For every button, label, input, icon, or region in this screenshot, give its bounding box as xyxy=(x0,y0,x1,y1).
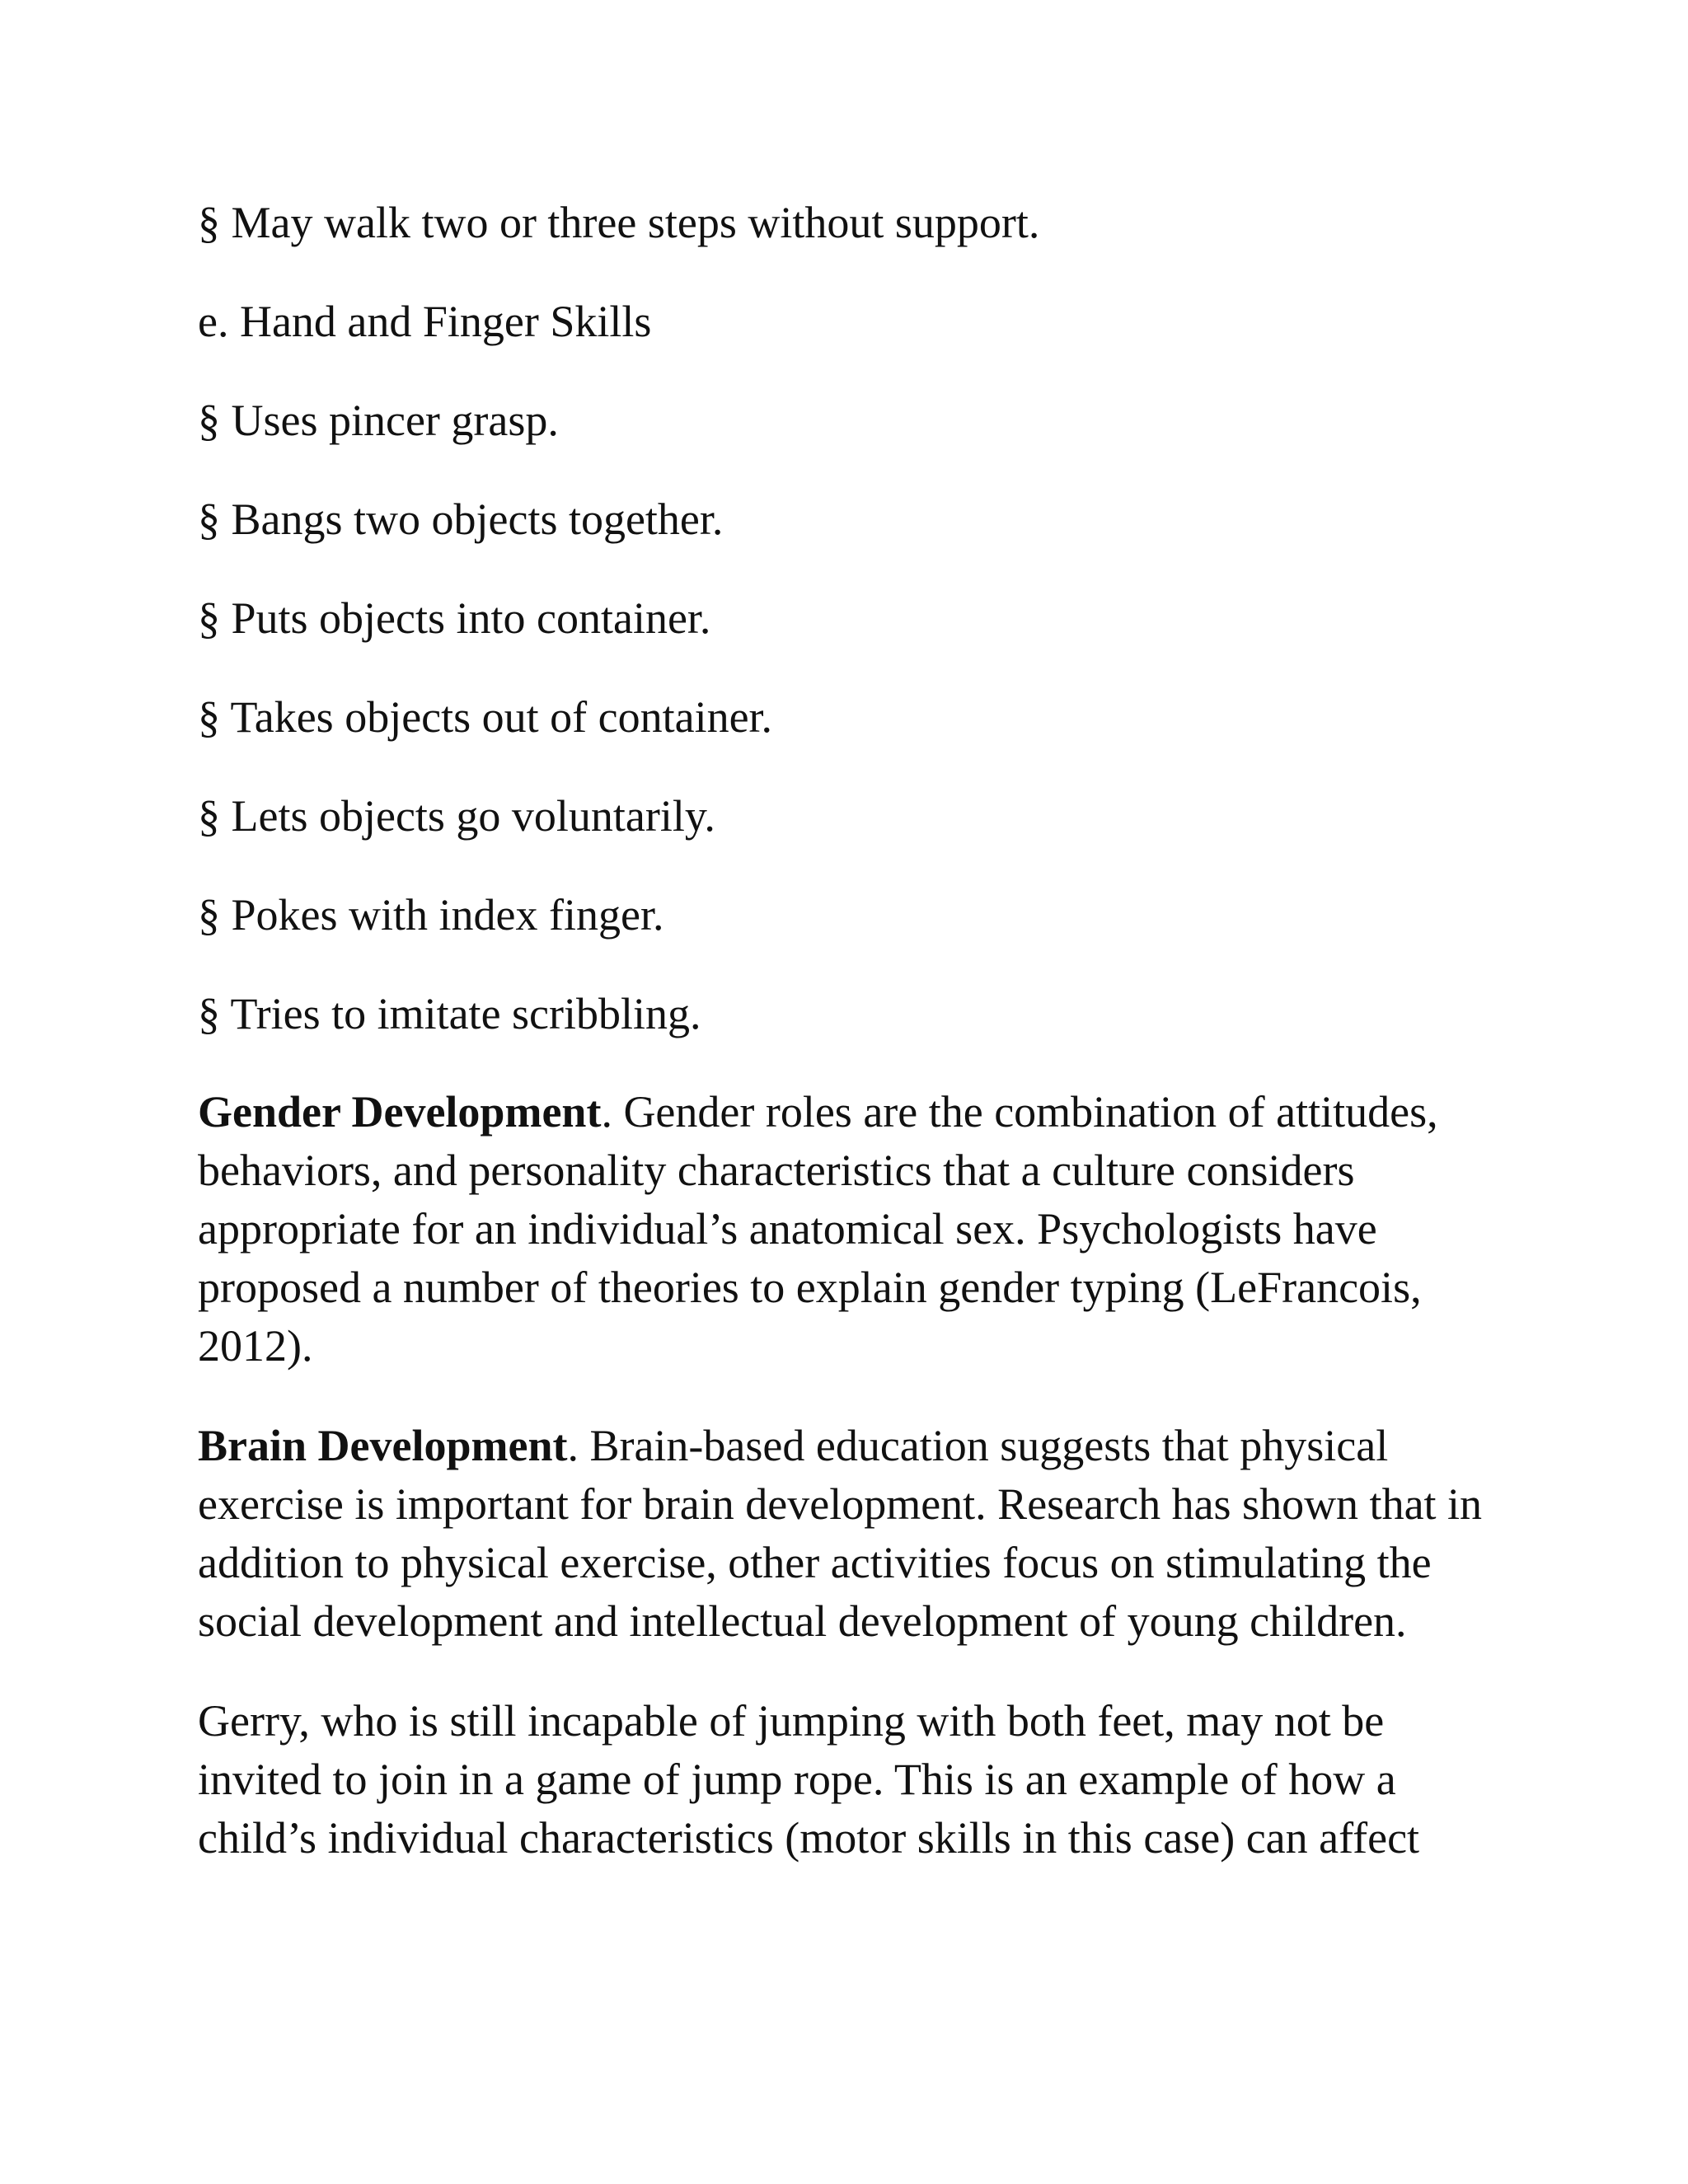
list-item: § Lets objects go voluntarily. xyxy=(198,791,715,841)
list-item: § Pokes with index finger. xyxy=(198,890,664,940)
gender-development-text: . Gender roles are the combination of attitudes, behaviors, and personality characteristics that a culture considers appropriate for an individual’s anatomical sex. Psychologists have proposed a number of theories to explain gender typing (LeFrancois, 2012). xyxy=(198,1087,1438,1371)
list-item: § Puts objects into container. xyxy=(198,593,711,643)
list-item: § Bangs two objects together. xyxy=(198,494,724,544)
brain-development-heading: Brain Development xyxy=(198,1421,568,1470)
list-item: § May walk two or three steps without support. xyxy=(198,198,1040,247)
paragraph-brain-development xyxy=(198,1417,1500,1651)
list-item: § Tries to imitate scribbling. xyxy=(198,989,701,1038)
page-content xyxy=(198,193,1500,1868)
paragraph-gender-development xyxy=(198,1083,1500,1376)
gender-development-heading: Gender Development xyxy=(198,1087,602,1137)
paragraph-gerry-example: Gerry, who is still incapable of jumping with both feet, may not be invited to join in a game of jump rope. This is an example of how a child’s individual characteristics (motor skills in this case) can affect xyxy=(198,1696,1420,1863)
subheading-hand-finger-skills: e. Hand and Finger Skills xyxy=(198,297,652,346)
brain-development-text: . Brain-based education suggests that physical exercise is important for brain development. Research has shown that in addition to physical exercise, other activities focus on stimulating the social development and intellectual development of young children. xyxy=(198,1421,1483,1646)
list-item: § Uses pincer grasp. xyxy=(198,396,559,445)
list-item: § Takes objects out of container. xyxy=(198,692,773,742)
